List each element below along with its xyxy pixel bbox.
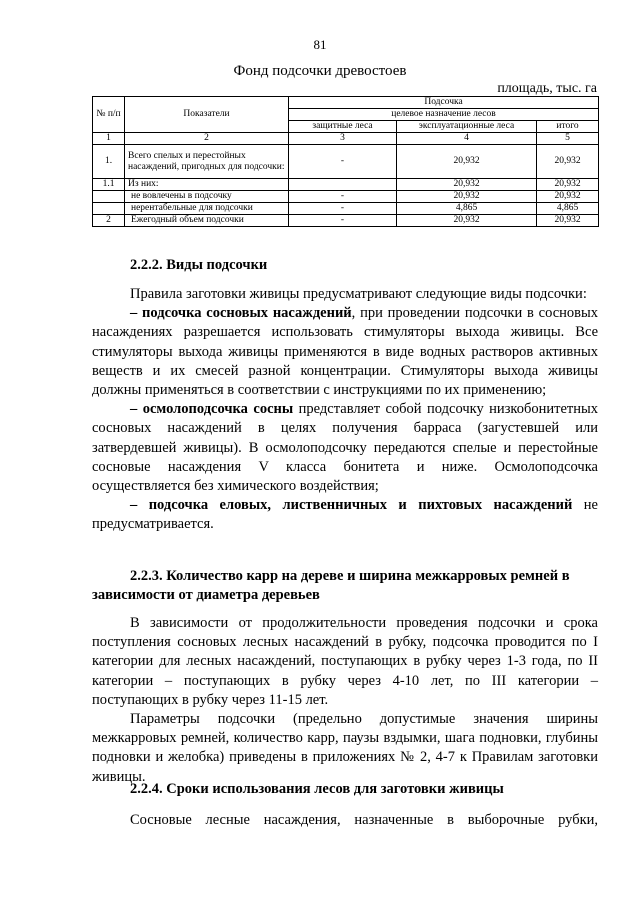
list-item-text: , при проведении подсочки в сосновых насаждениях разрешается использовать стимуляторы выхода живицы. Все стимуляторы выхода живицы применяются в виде водных растворов активных веществ и их смесей разной концентрации. Стимуляторы выхода живицы должны применяться в соответствии с инструкциями по их применению; <box>92 305 598 399</box>
col-number: 4 <box>397 133 537 145</box>
section-heading-2-2-3: 2.2.3. Количество карр на дереве и ширина межкарровых ремней в зависимости от диаметра деревьев <box>92 568 570 604</box>
section-2-2-2-body <box>92 285 598 535</box>
header-group: Подсочка <box>289 97 599 109</box>
list-item-term: – подсочка сосновых насаждений <box>130 305 352 322</box>
table-row <box>93 191 599 203</box>
row-total: 20,932 <box>537 179 599 191</box>
col-number: 2 <box>125 133 289 145</box>
paragraph-categories: В зависимости от продолжительности проведения подсочки и срока поступления сосновых лесных насаждений в рубку, подсочка проводится по I категории для лесных насаждений, поступающих в рубку через 1-3 года, по II категории – поступающих в рубку через 4-10 лет, по III категории – поступающих в рубку через 11-15 лет. <box>92 615 598 708</box>
row-indicator: Всего спелых и перестойных насаждений, пригодных для подсочки: <box>125 145 289 179</box>
row-exploitation: 20,932 <box>397 179 537 191</box>
row-protective: - <box>289 215 397 227</box>
row-total: 20,932 <box>537 215 599 227</box>
header-protective: защитные леса <box>289 121 397 133</box>
header-num: № п/п <box>93 97 125 133</box>
row-indicator: Из них: <box>125 179 289 191</box>
row-indicator: Ежегодный объем подсочки <box>125 215 289 227</box>
row-num <box>93 203 125 215</box>
row-total: 4,865 <box>537 203 599 215</box>
column-number-row <box>93 133 599 145</box>
row-protective: - <box>289 203 397 215</box>
section-heading-2-2-2: 2.2.2. Виды подсочки <box>130 257 268 273</box>
list-item-text: представляет собой подсочку низкобонитетных сосновых насаждений в целях получения барраса (загустевшей или затвердевшей живицы). В осмолоподсочку передаются спелые и перестойные сосновые насаждения V класса бонитета и ниже. Осмолоподсочка осуществляется без химического воздействия; <box>92 401 598 495</box>
paragraph-terms: Сосновые лесные насаждения, назначенные в выборочные рубки, <box>130 812 598 828</box>
row-num <box>93 191 125 203</box>
row-exploitation: 20,932 <box>397 215 537 227</box>
table-title: Фонд подсочки древостоев <box>233 63 407 79</box>
row-num: 1. <box>93 145 125 179</box>
row-num: 2 <box>93 215 125 227</box>
section-heading-2-2-4: 2.2.4. Сроки использования лесов для заготовки живицы <box>130 781 504 797</box>
row-protective <box>289 179 397 191</box>
list-item-term: – подсочка еловых, лиственничных и пихтовых насаждений <box>130 497 573 514</box>
section-2-2-3-body <box>92 614 598 787</box>
col-number: 3 <box>289 133 397 145</box>
list-item-text: не предусматривается. <box>92 497 598 533</box>
list-item-term: – осмолоподсочка сосны <box>130 401 294 418</box>
section-2-2-4-body <box>92 811 598 830</box>
list-item-resin-tapping <box>92 400 598 496</box>
header-indicator: Показатели <box>125 97 289 133</box>
table-row <box>93 203 599 215</box>
row-exploitation: 20,932 <box>397 145 537 179</box>
list-item-spruce-tapping <box>92 496 598 534</box>
paragraph-intro: Правила заготовки живицы предусматривают следующие виды подсочки: <box>130 286 587 302</box>
row-protective: - <box>289 191 397 203</box>
header-exploitation: эксплуатационные леса <box>397 121 537 133</box>
row-total: 20,932 <box>537 145 599 179</box>
header-subgroup: целевое назначение лесов <box>289 109 599 121</box>
col-number: 1 <box>93 133 125 145</box>
table-unit: площадь, тыс. га <box>497 81 597 96</box>
paragraph-parameters: Параметры подсочки (предельно допустимые значения ширины межкарровых ремней, количество карр, паузы вздымки, шага подновки, глубины подновки и желобка) приведены в приложениях № 2, 4-7 к Правилам заготовки живицы. <box>92 711 598 785</box>
table-row <box>93 215 599 227</box>
row-exploitation: 20,932 <box>397 191 537 203</box>
row-total: 20,932 <box>537 191 599 203</box>
list-item-pine-tapping <box>92 304 598 400</box>
row-exploitation: 4,865 <box>397 203 537 215</box>
page-number: 81 <box>313 37 327 52</box>
table-row <box>93 145 599 179</box>
table-row <box>93 179 599 191</box>
row-protective: - <box>289 145 397 179</box>
row-indicator: не вовлечены в подсочку <box>125 191 289 203</box>
row-num: 1.1 <box>93 179 125 191</box>
tapping-fund-table <box>92 96 599 227</box>
header-total: итого <box>537 121 599 133</box>
col-number: 5 <box>537 133 599 145</box>
row-indicator: нерентабельные для подсочки <box>125 203 289 215</box>
